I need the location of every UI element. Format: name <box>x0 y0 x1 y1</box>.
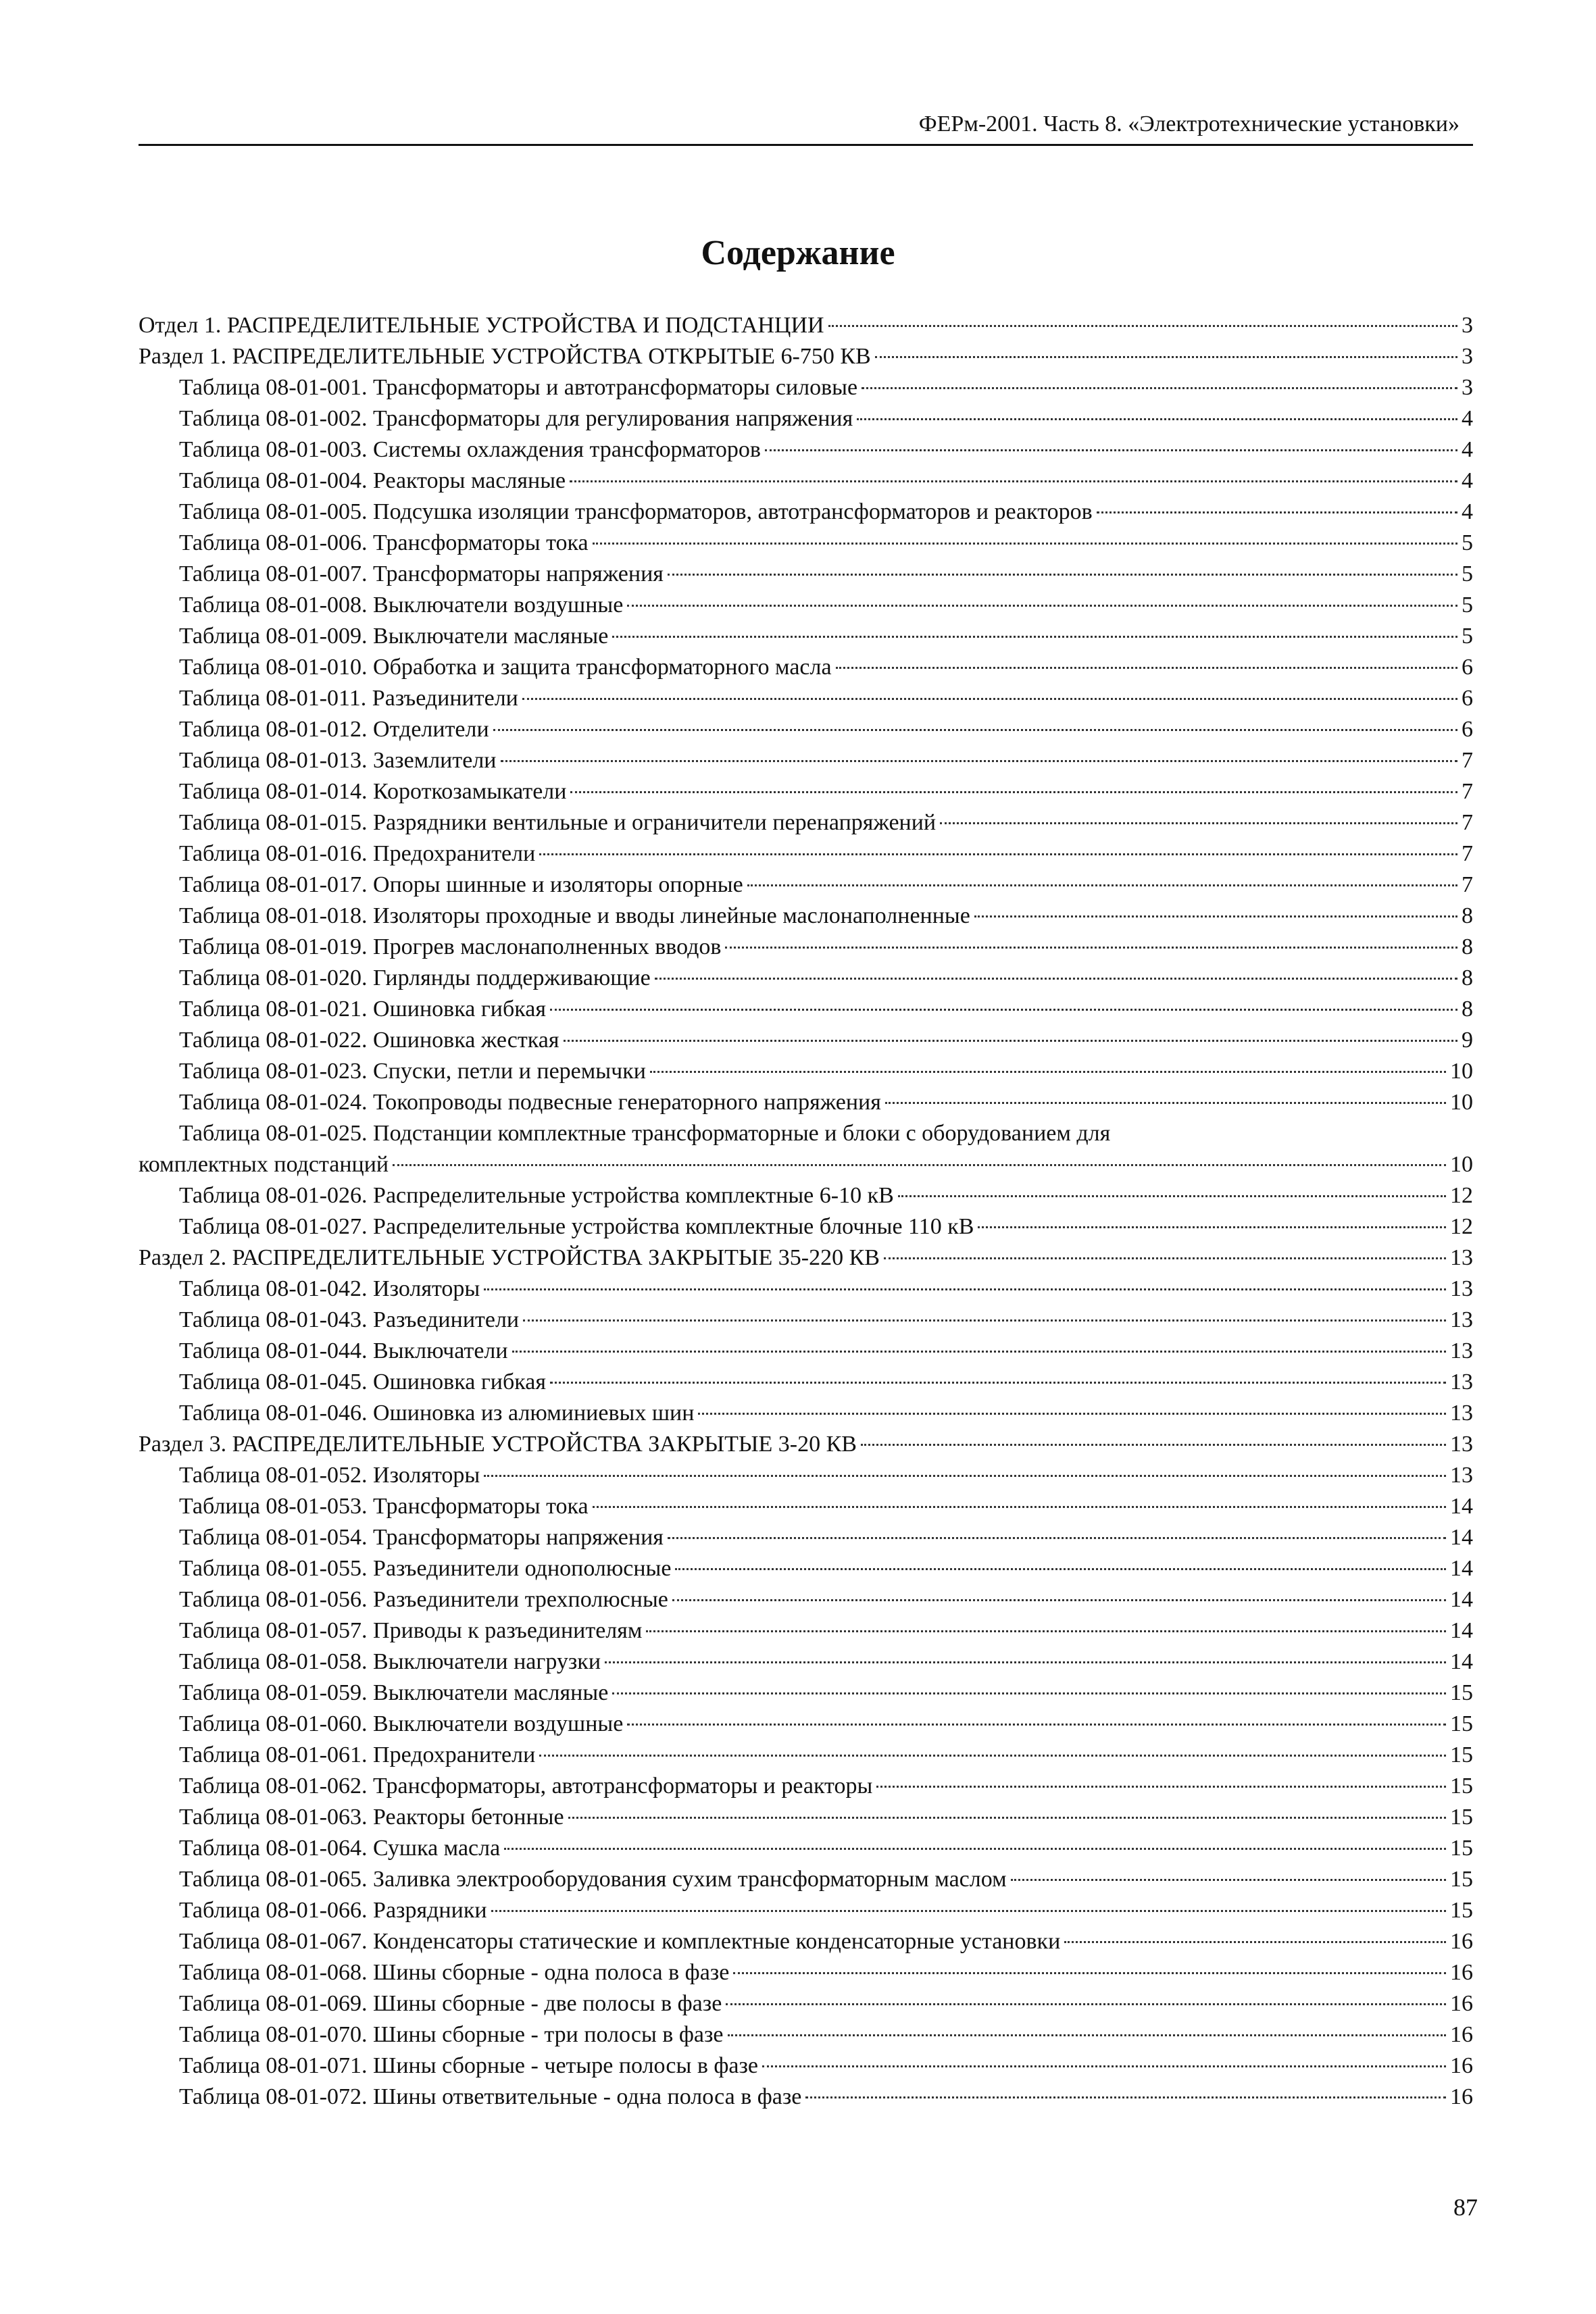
toc-page-number: 14 <box>1450 1556 1473 1581</box>
dot-leader <box>698 1413 1446 1415</box>
running-title: ФЕРм-2001. Часть 8. «Электротехнические установки» <box>918 111 1460 136</box>
toc-page-number: 15 <box>1450 1836 1473 1861</box>
dot-leader <box>940 822 1457 824</box>
toc-entry <box>139 372 1473 403</box>
toc-entry-text: Таблица 08-01-020. Гирлянды поддерживающие <box>179 965 651 990</box>
toc-page-number: 6 <box>1462 717 1473 742</box>
toc-entry <box>139 745 1473 776</box>
toc-entry-text: Таблица 08-01-060. Выключатели воздушные <box>179 1711 624 1736</box>
toc-entry <box>139 1678 1473 1709</box>
toc-entry-text: Таблица 08-01-053. Трансформаторы тока <box>179 1494 589 1519</box>
toc-entry-text: Таблица 08-01-027. Распределительные устройства комплектные блочные 110 кВ <box>179 1214 974 1239</box>
toc-entry <box>139 932 1473 963</box>
toc-page-number: 13 <box>1450 1432 1473 1457</box>
toc-page-number: 16 <box>1450 1929 1473 1954</box>
table-of-contents <box>139 310 1473 2113</box>
toc-entry-text: Таблица 08-01-043. Разъединители <box>179 1307 520 1332</box>
toc-page-number: 13 <box>1450 1338 1473 1363</box>
toc-page-number: 10 <box>1450 1090 1473 1115</box>
dot-leader <box>570 480 1457 482</box>
dot-leader <box>522 698 1457 700</box>
toc-entry <box>139 1087 1473 1118</box>
toc-entry <box>139 1180 1473 1211</box>
toc-entry-text: Таблица 08-01-021. Ошиновка гибкая <box>179 997 547 1022</box>
toc-page-number: 3 <box>1462 313 1473 338</box>
dot-leader <box>898 1195 1446 1197</box>
toc-entry-text: Таблица 08-01-005. Подсушка изоляции трансформаторов, автотрансформаторов и реакторов <box>179 499 1093 524</box>
dot-leader <box>861 1444 1446 1446</box>
toc-entry-text: Таблица 08-01-071. Шины сборные - четыре полосы в фазе <box>179 2053 759 2078</box>
toc-entry <box>139 1460 1473 1491</box>
toc-page-number: 4 <box>1462 499 1473 524</box>
toc-entry-text: Таблица 08-01-013. Заземлители <box>179 748 497 773</box>
toc-entry <box>139 2082 1473 2113</box>
toc-entry <box>139 1367 1473 1398</box>
toc-entry-text: Таблица 08-01-065. Заливка электрооборудования сухим трансформаторным маслом <box>179 1867 1007 1892</box>
toc-entry <box>139 1646 1473 1678</box>
dot-leader <box>828 325 1457 327</box>
toc-page-number: 13 <box>1450 1307 1473 1332</box>
toc-page-number: 15 <box>1450 1898 1473 1923</box>
toc-entry-text: Раздел 1. РАСПРЕДЕЛИТЕЛЬНЫЕ УСТРОЙСТВА ОТКРЫТЫЕ 6-750 КВ <box>139 344 871 369</box>
toc-page-number: 6 <box>1462 686 1473 711</box>
dot-leader <box>762 2065 1446 2067</box>
toc-page-number: 4 <box>1462 468 1473 493</box>
dot-leader <box>668 574 1457 576</box>
dot-leader <box>491 1910 1446 1912</box>
dot-leader <box>393 1164 1446 1166</box>
dot-leader <box>672 1599 1446 1601</box>
dot-leader <box>733 1972 1446 1974</box>
dot-leader <box>512 1351 1446 1353</box>
toc-page-number: 13 <box>1450 1463 1473 1488</box>
toc-entry-text: Таблица 08-01-062. Трансформаторы, автотрансформаторы и реакторы <box>179 1774 873 1799</box>
toc-entry-text: Таблица 08-01-064. Сушка масла <box>179 1836 501 1861</box>
toc-entry <box>139 683 1473 714</box>
dot-leader <box>550 1009 1457 1011</box>
toc-entry-text: Таблица 08-01-072. Шины ответвительные - одна полоса в фазе <box>179 2084 802 2109</box>
toc-page-number: 10 <box>1450 1059 1473 1084</box>
toc-page-number: 12 <box>1450 1214 1473 1239</box>
page-title: Содержание <box>701 234 895 272</box>
toc-entry <box>139 1615 1473 1646</box>
toc-entry-text: Таблица 08-01-023. Спуски, петли и перемычки <box>179 1059 646 1084</box>
toc-entry <box>139 434 1473 466</box>
toc-entry-text: Таблица 08-01-026. Распределительные устройства комплектные 6-10 кВ <box>179 1183 894 1208</box>
toc-page-number: 13 <box>1450 1401 1473 1426</box>
toc-entry-text: Таблица 08-01-012. Отделители <box>179 717 489 742</box>
toc-entry <box>139 870 1473 901</box>
dot-leader <box>627 605 1457 607</box>
toc-entry <box>139 1025 1473 1056</box>
toc-section <box>139 310 1473 341</box>
dot-leader <box>655 978 1457 980</box>
toc-page-number: 13 <box>1450 1369 1473 1394</box>
dot-leader <box>728 2034 1446 2036</box>
toc-entry-text: Таблица 08-01-011. Разъединители <box>179 686 518 711</box>
dot-leader <box>493 729 1457 731</box>
toc-entry <box>139 1740 1473 1771</box>
dot-leader <box>668 1537 1446 1539</box>
toc-entry <box>139 1522 1473 1553</box>
toc-entry-text: комплектных подстанций <box>139 1152 389 1177</box>
toc-entry-text: Таблица 08-01-059. Выключатели масляные <box>179 1680 609 1705</box>
toc-page-number: 8 <box>1462 934 1473 959</box>
toc-page-number: 16 <box>1450 2053 1473 2078</box>
toc-entry-text: Таблица 08-01-068. Шины сборные - одна полоса в фазе <box>179 1960 730 1985</box>
toc-entry-text: Раздел 2. РАСПРЕДЕЛИТЕЛЬНЫЕ УСТРОЙСТВА ЗАКРЫТЫЕ 35-220 КВ <box>139 1245 880 1270</box>
toc-entry <box>139 559 1473 590</box>
toc-page-number: 15 <box>1450 1774 1473 1799</box>
dot-leader <box>876 1786 1446 1788</box>
toc-entry-text: Таблица 08-01-055. Разъединители однополюсные <box>179 1556 672 1581</box>
toc-entry <box>139 528 1473 559</box>
dot-leader <box>539 1755 1446 1757</box>
toc-entry <box>139 1895 1473 1926</box>
toc-page-number: 4 <box>1462 406 1473 431</box>
dot-leader <box>726 2003 1446 2005</box>
toc-entry <box>139 403 1473 434</box>
toc-entry <box>139 2019 1473 2051</box>
toc-entry-text: Таблица 08-01-061. Предохранители <box>179 1742 536 1767</box>
toc-entry <box>139 1957 1473 1988</box>
toc-entry-text: Таблица 08-01-063. Реакторы бетонные <box>179 1805 564 1830</box>
dot-leader <box>504 1848 1446 1850</box>
toc-entry-text: Таблица 08-01-008. Выключатели воздушные <box>179 593 624 618</box>
toc-entry-text: Таблица 08-01-001. Трансформаторы и автотрансформаторы силовые <box>179 375 858 400</box>
toc-entry <box>139 1584 1473 1615</box>
toc-page-number: 5 <box>1462 561 1473 586</box>
toc-entry-text: Таблица 08-01-014. Короткозамыкатели <box>179 779 567 804</box>
toc-entry-text: Таблица 08-01-052. Изоляторы <box>179 1463 480 1488</box>
dot-leader <box>765 449 1457 451</box>
toc-entry <box>139 590 1473 621</box>
toc-entry-text: Таблица 08-01-025. Подстанции комплектные трансформаторные и блоки с оборудованием для <box>179 1121 1111 1146</box>
dot-leader <box>974 915 1457 917</box>
dot-leader <box>523 1319 1446 1322</box>
dot-leader <box>501 760 1458 762</box>
toc-entry-text: Раздел 3. РАСПРЕДЕЛИТЕЛЬНЫЕ УСТРОЙСТВА ЗАКРЫТЫЕ 3-20 КВ <box>139 1432 857 1457</box>
running-header <box>139 108 1473 146</box>
toc-page-number: 7 <box>1462 810 1473 835</box>
toc-entry-text: Таблица 08-01-022. Ошиновка жесткая <box>179 1028 559 1053</box>
toc-entry <box>139 1274 1473 1305</box>
toc-entry-text: Таблица 08-01-015. Разрядники вентильные и ограничители перенапряжений <box>179 810 937 835</box>
toc-entry-text: Таблица 08-01-057. Приводы к разъединителям <box>179 1618 643 1643</box>
toc-entry-text: Таблица 08-01-056. Разъединители трехполюсные <box>179 1587 668 1612</box>
toc-entry <box>139 1305 1473 1336</box>
toc-entry <box>139 497 1473 528</box>
toc-page-number: 15 <box>1450 1711 1473 1736</box>
toc-entry-text: Таблица 08-01-010. Обработка и защита трансформаторного масла <box>179 655 832 680</box>
toc-page-number: 8 <box>1462 965 1473 990</box>
toc-entry <box>139 963 1473 994</box>
toc-page-number: 14 <box>1450 1494 1473 1519</box>
toc-entry-text: Таблица 08-01-042. Изоляторы <box>179 1276 480 1301</box>
toc-entry-text: Таблица 08-01-045. Ошиновка гибкая <box>179 1369 547 1394</box>
dot-leader <box>978 1226 1446 1228</box>
toc-entry <box>139 1336 1473 1367</box>
toc-page-number: 15 <box>1450 1867 1473 1892</box>
toc-entry-text: Таблица 08-01-070. Шины сборные - три полосы в фазе <box>179 2022 724 2047</box>
toc-entry-text: Таблица 08-01-024. Токопроводы подвесные генераторного напряжения <box>179 1090 881 1115</box>
dot-leader <box>593 1506 1446 1508</box>
toc-page-number: 16 <box>1450 1991 1473 2016</box>
toc-page-number: 3 <box>1462 344 1473 369</box>
toc-page-number: 15 <box>1450 1680 1473 1705</box>
dot-leader <box>857 418 1457 420</box>
toc-page-number: 5 <box>1462 593 1473 618</box>
toc-page-number: 13 <box>1450 1276 1473 1301</box>
toc-page-number: 9 <box>1462 1028 1473 1053</box>
toc-section <box>139 341 1473 372</box>
toc-entry-text: Таблица 08-01-066. Разрядники <box>179 1898 487 1923</box>
dot-leader <box>539 853 1457 855</box>
toc-entry-text: Таблица 08-01-016. Предохранители <box>179 841 536 866</box>
toc-section <box>139 1429 1473 1460</box>
toc-entry <box>139 652 1473 683</box>
toc-entry <box>139 1149 1473 1180</box>
dot-leader <box>550 1382 1446 1384</box>
dot-leader <box>805 2096 1446 2098</box>
toc-entry <box>139 1491 1473 1522</box>
dot-leader <box>605 1661 1446 1663</box>
toc-entry <box>139 1211 1473 1242</box>
dot-leader <box>650 1071 1446 1073</box>
toc-entry-text: Таблица 08-01-003. Системы охлаждения трансформаторов <box>179 437 761 462</box>
dot-leader <box>484 1475 1446 1477</box>
dot-leader <box>836 667 1457 669</box>
toc-entry <box>139 1553 1473 1584</box>
toc-entry <box>139 1709 1473 1740</box>
toc-entry-text: Таблица 08-01-006. Трансформаторы тока <box>179 530 589 555</box>
toc-entry <box>139 1398 1473 1429</box>
toc-entry <box>139 776 1473 807</box>
toc-page-number: 7 <box>1462 748 1473 773</box>
toc-page-number: 7 <box>1462 779 1473 804</box>
toc-page-number: 14 <box>1450 1587 1473 1612</box>
toc-entry <box>139 1988 1473 2019</box>
toc-page-number: 5 <box>1462 624 1473 649</box>
toc-entry <box>139 807 1473 838</box>
toc-page-number: 16 <box>1450 2022 1473 2047</box>
toc-page-number: 10 <box>1450 1152 1473 1177</box>
toc-page-number: 4 <box>1462 437 1473 462</box>
dot-leader <box>564 1040 1458 1042</box>
toc-page-number: 6 <box>1462 655 1473 680</box>
dot-leader <box>885 1102 1446 1104</box>
toc-entry <box>139 901 1473 932</box>
toc-entry-text: Таблица 08-01-069. Шины сборные - две полосы в фазе <box>179 1991 722 2016</box>
toc-page-number: 14 <box>1450 1618 1473 1643</box>
toc-page-number: 15 <box>1450 1742 1473 1767</box>
dot-leader <box>484 1288 1446 1290</box>
toc-entry-text: Таблица 08-01-067. Конденсаторы статические и комплектные конденсаторные установки <box>179 1929 1061 1954</box>
dot-leader <box>627 1724 1446 1726</box>
toc-entry <box>139 621 1473 652</box>
dot-leader <box>875 356 1457 358</box>
dot-leader <box>646 1630 1446 1632</box>
toc-entry-text: Таблица 08-01-007. Трансформаторы напряжения <box>179 561 664 586</box>
toc-entry-text: Таблица 08-01-009. Выключатели масляные <box>179 624 609 649</box>
toc-page-number: 14 <box>1450 1649 1473 1674</box>
toc-entry-text: Таблица 08-01-002. Трансформаторы для регулирования напряжения <box>179 406 853 431</box>
dot-leader <box>725 947 1457 949</box>
dot-leader <box>1011 1879 1446 1881</box>
toc-page-number: 15 <box>1450 1805 1473 1830</box>
dot-leader <box>862 387 1457 389</box>
dot-leader <box>612 636 1457 638</box>
toc-entry-text: Таблица 08-01-044. Выключатели <box>179 1338 508 1363</box>
toc-section <box>139 1242 1473 1274</box>
toc-page-number: 7 <box>1462 841 1473 866</box>
dot-leader <box>593 543 1457 545</box>
toc-entry <box>139 1771 1473 1802</box>
toc-page-number: 14 <box>1450 1525 1473 1550</box>
toc-entry-text: Таблица 08-01-046. Ошиновка из алюминиевых шин <box>179 1401 695 1426</box>
toc-entry-text: Таблица 08-01-019. Прогрев маслонаполненных вводов <box>179 934 722 959</box>
toc-entry <box>139 1802 1473 1833</box>
toc-entry <box>139 1056 1473 1087</box>
toc-entry-text: Таблица 08-01-054. Трансформаторы напряжения <box>179 1525 664 1550</box>
toc-page-number: 8 <box>1462 903 1473 928</box>
toc-entry-text: Отдел 1. РАСПРЕДЕЛИТЕЛЬНЫЕ УСТРОЙСТВА И ПОДСТАНЦИИ <box>139 313 824 338</box>
toc-entry <box>139 2051 1473 2082</box>
dot-leader <box>1097 511 1457 513</box>
toc-page-number: 3 <box>1462 375 1473 400</box>
toc-page-number: 7 <box>1462 872 1473 897</box>
page-number: 87 <box>1453 2194 1478 2221</box>
dot-leader <box>675 1568 1446 1570</box>
toc-page-number: 12 <box>1450 1183 1473 1208</box>
toc-page-number: 5 <box>1462 530 1473 555</box>
toc-entry <box>139 1833 1473 1864</box>
toc-entry <box>139 466 1473 497</box>
toc-entry <box>139 1926 1473 1957</box>
toc-entry-text: Таблица 08-01-017. Опоры шинные и изоляторы опорные <box>179 872 743 897</box>
dot-leader <box>612 1692 1446 1694</box>
toc-entry-text: Таблица 08-01-004. Реакторы масляные <box>179 468 566 493</box>
dot-leader <box>1064 1941 1446 1943</box>
toc-entry <box>139 838 1473 870</box>
dot-leader <box>747 884 1457 886</box>
toc-entry <box>139 714 1473 745</box>
toc-entry-text: Таблица 08-01-018. Изоляторы проходные и вводы линейные маслонаполненные <box>179 903 970 928</box>
toc-page-number: 16 <box>1450 2084 1473 2109</box>
toc-page-number: 8 <box>1462 997 1473 1022</box>
toc-entry-text: Таблица 08-01-058. Выключатели нагрузки <box>179 1649 601 1674</box>
toc-entry <box>139 1864 1473 1895</box>
dot-leader <box>570 791 1457 793</box>
dot-leader <box>568 1817 1446 1819</box>
dot-leader <box>884 1257 1446 1259</box>
toc-entry <box>139 994 1473 1025</box>
toc-page-number: 16 <box>1450 1960 1473 1985</box>
toc-page-number: 13 <box>1450 1245 1473 1270</box>
